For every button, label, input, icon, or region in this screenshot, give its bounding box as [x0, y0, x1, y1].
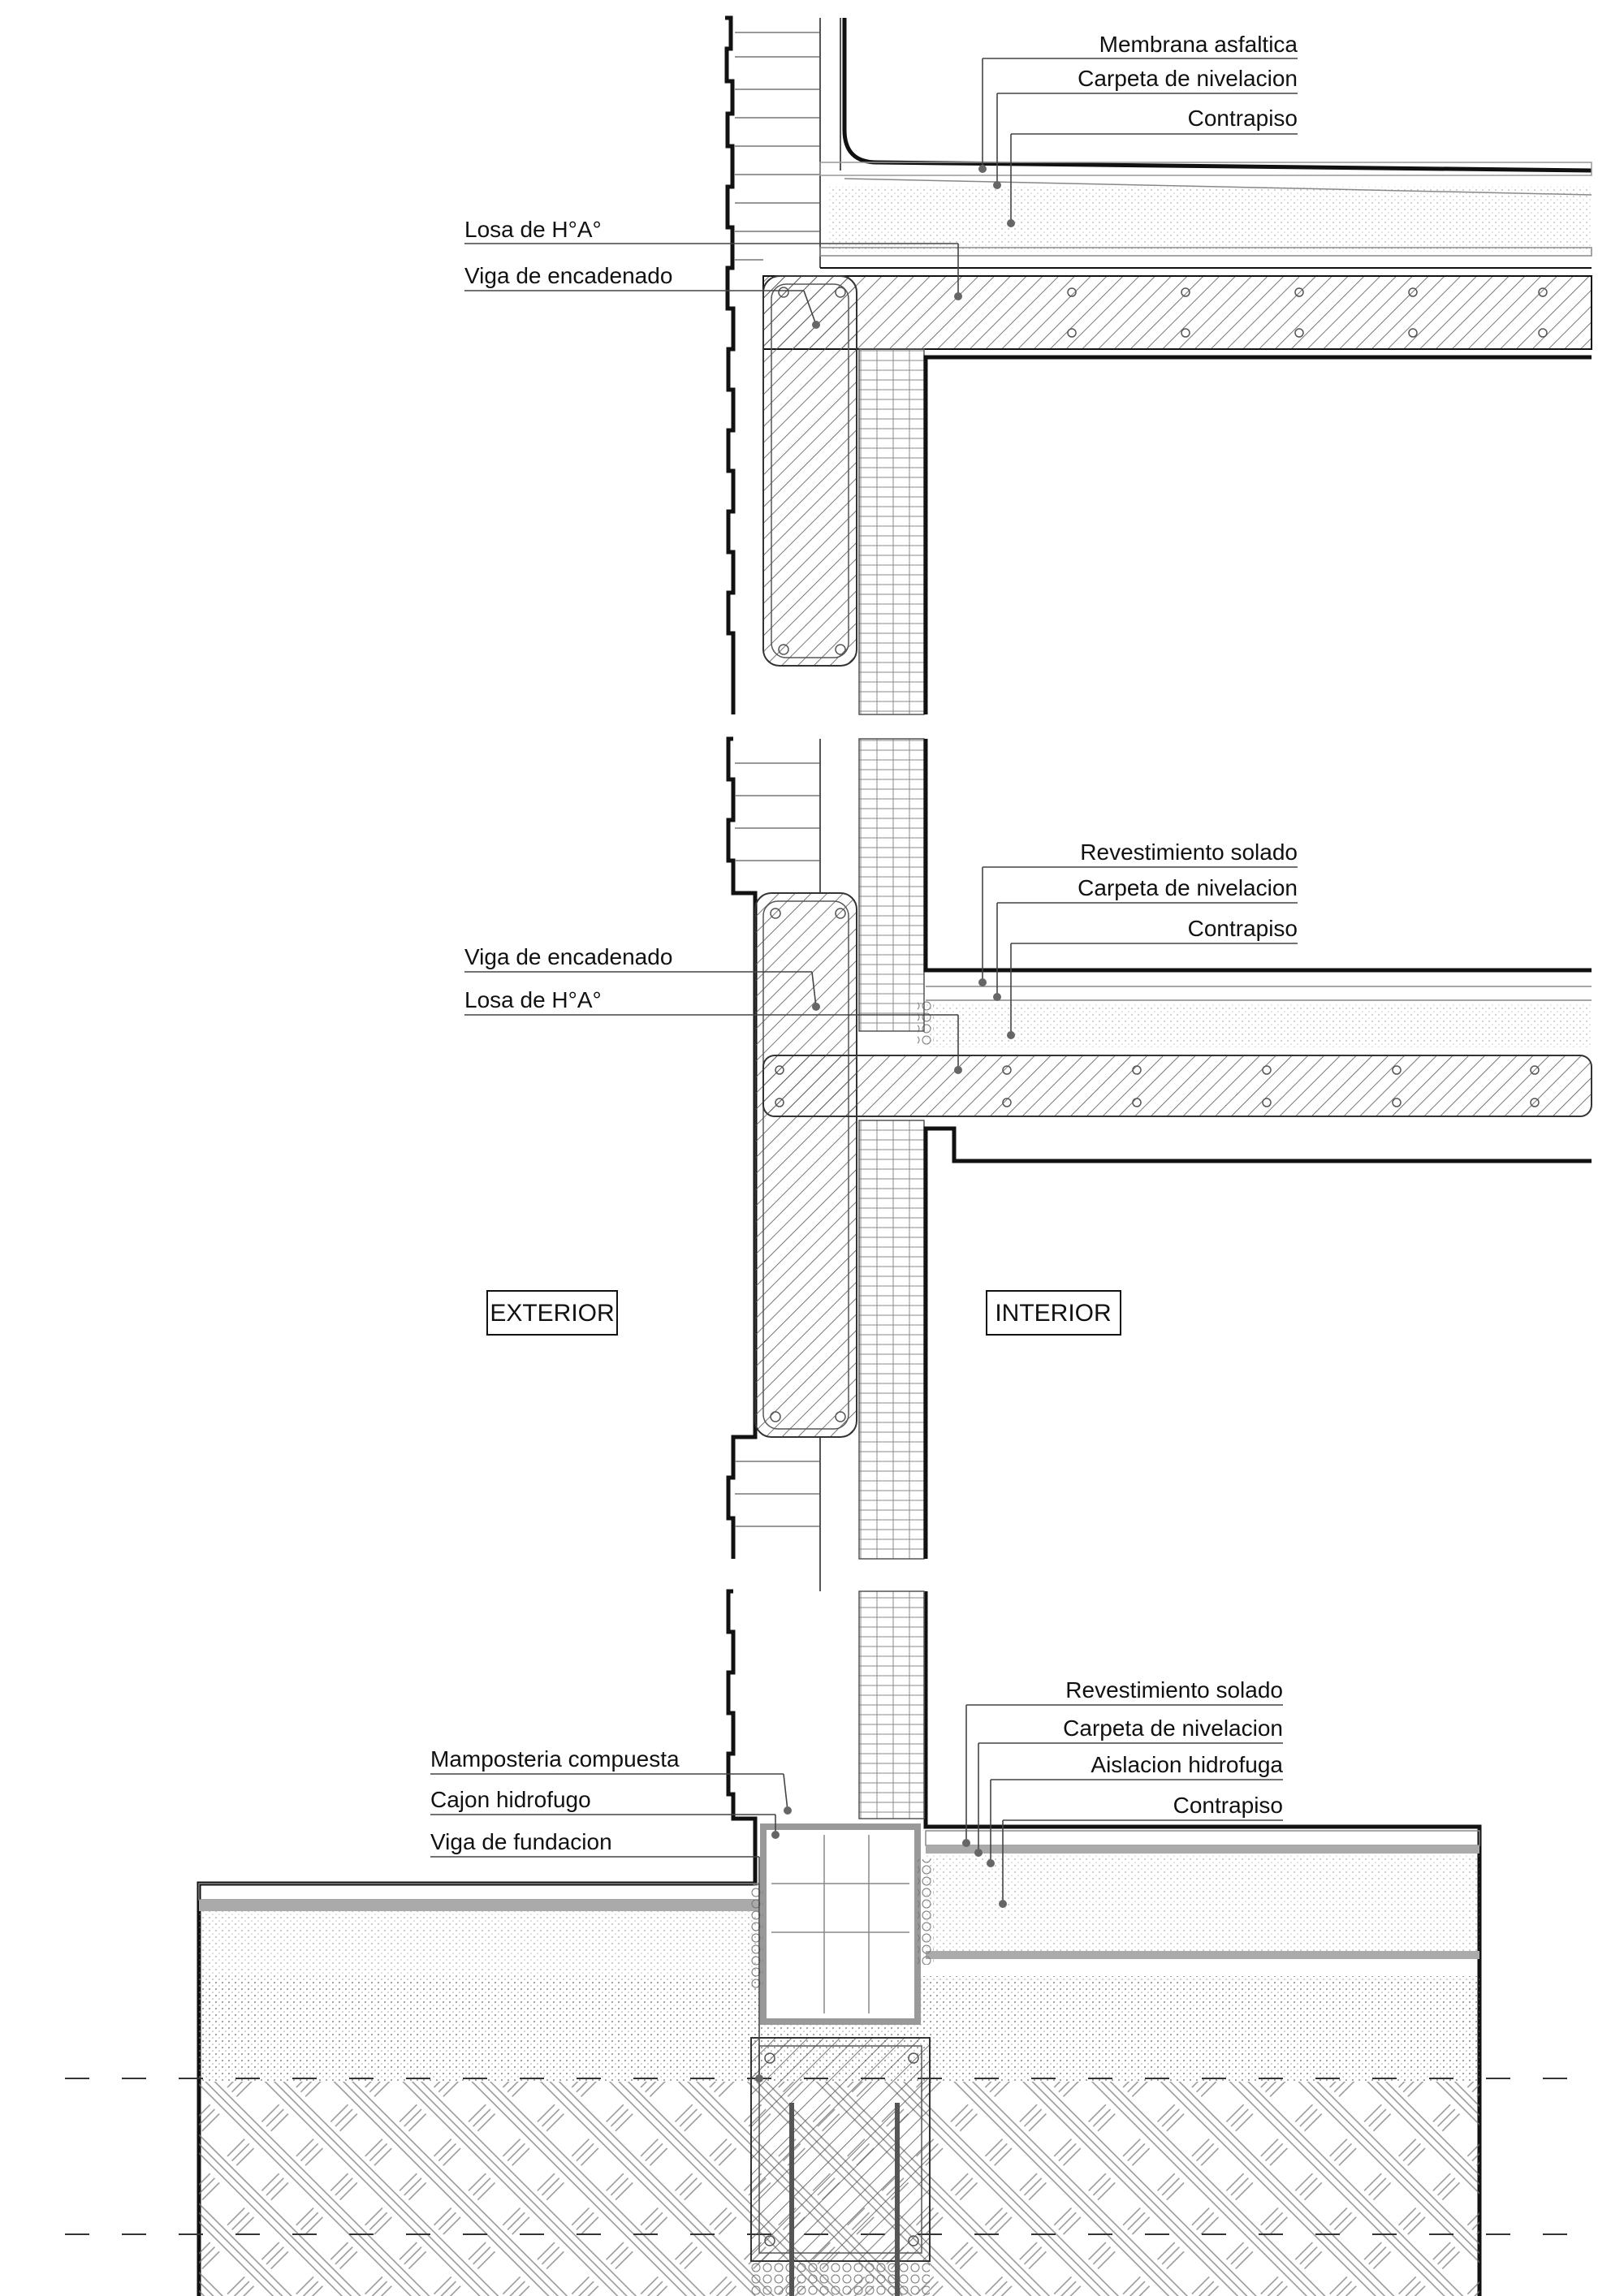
label-roof-beam: Viga de encadenado — [464, 263, 673, 288]
exterior-brick-courses-top — [735, 18, 840, 268]
label-ground-damp-course: Cajon hidrofugo — [430, 1787, 591, 1812]
roof-bond-beam — [763, 276, 857, 666]
floor-slab — [763, 1055, 1592, 1116]
roof-section — [725, 18, 1592, 714]
label-floor-leveling: Carpeta de nivelacion — [1078, 875, 1298, 900]
label-floor-subfloor: Contrapiso — [1187, 916, 1298, 941]
label-ground-leveling: Carpeta de nivelacion — [1063, 1716, 1283, 1741]
label-floor-slab: Losa de H°A° — [464, 987, 602, 1012]
label-roof-leveling: Carpeta de nivelacion — [1078, 66, 1298, 91]
floor-bond-beam — [755, 893, 857, 1437]
label-floor-beam: Viga de encadenado — [464, 944, 673, 969]
roof-slab — [763, 276, 1592, 349]
label-roof-membrane: Membrana asfaltica — [1099, 32, 1298, 57]
interior-zone-label — [987, 1291, 1121, 1335]
label-ground-masonry: Mamposteria compuesta — [430, 1746, 680, 1772]
label-ground-waterproofing: Aislacion hidrofuga — [1091, 1752, 1283, 1777]
roof-subfloor-layer — [828, 187, 1592, 252]
exterior-stone-edge-mid — [728, 739, 755, 1559]
label-roof-slab: Losa de H°A° — [464, 217, 602, 242]
label-floor-finish: Revestimiento solado — [1080, 839, 1298, 865]
label-ground-foundation-beam: Viga de fundacion — [430, 1829, 612, 1854]
interior-block-wall-top — [859, 349, 924, 714]
svg-text:EXTERIOR: EXTERIOR — [490, 1300, 615, 1327]
svg-text:INTERIOR: INTERIOR — [995, 1300, 1112, 1327]
label-roof-subfloor: Contrapiso — [1187, 106, 1298, 131]
ground-section — [65, 1591, 1592, 2296]
label-ground-subfloor: Contrapiso — [1173, 1793, 1283, 1818]
exterior-stone-edge-top — [725, 18, 733, 714]
exterior-zone-label — [487, 1291, 617, 1335]
damp-course-box — [763, 1827, 918, 2022]
foundation-beam — [751, 2038, 930, 2261]
label-ground-finish: Revestimiento solado — [1065, 1677, 1283, 1703]
interior-block-wall-mid — [859, 739, 924, 1031]
